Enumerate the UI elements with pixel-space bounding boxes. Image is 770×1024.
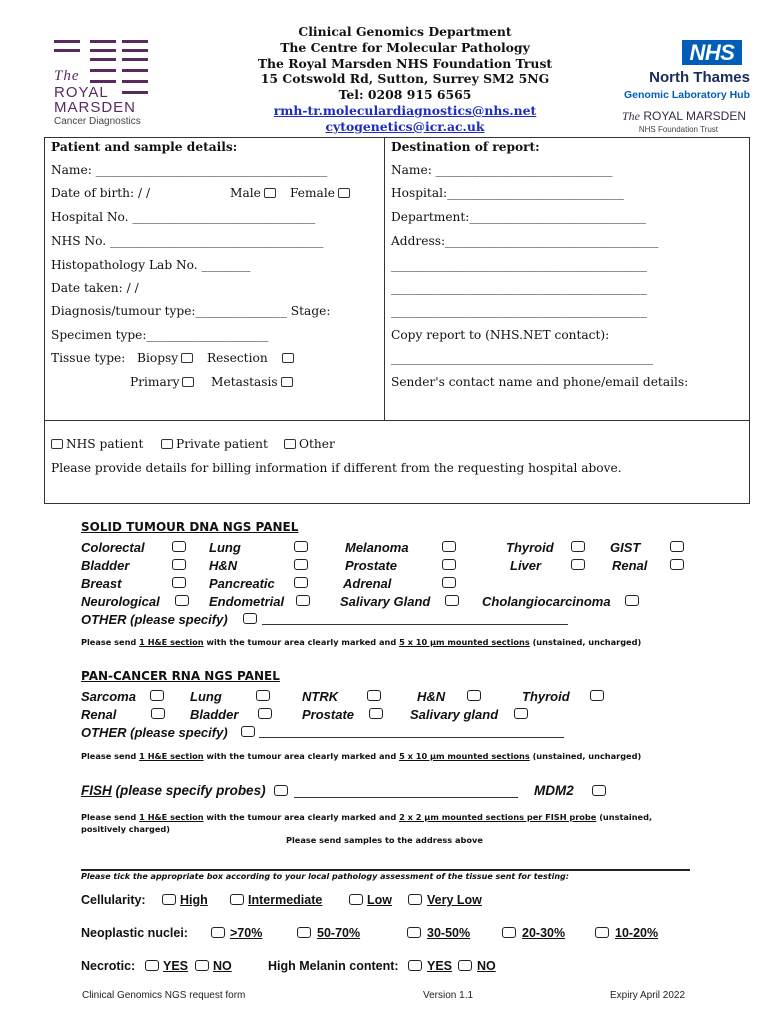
- rna-hn-checkbox[interactable]: [467, 690, 481, 701]
- female-label: Female: [290, 186, 335, 200]
- fish-sample-note: [81, 812, 652, 822]
- fish-label: [81, 783, 266, 798]
- fish-rest: (please specify probes): [111, 783, 266, 798]
- melanin-no-checkbox[interactable]: [458, 960, 472, 971]
- prostate-checkbox[interactable]: [442, 559, 456, 570]
- neo-30-50-label: 30-50%: [427, 926, 471, 940]
- dest-name-field[interactable]: Name: _____________________________: [391, 163, 613, 177]
- rna-item: Lung: [190, 689, 222, 704]
- email-link-nhs[interactable]: rmh-tr.moleculardiagnostics@nhs.net: [273, 102, 537, 118]
- rna-other-input[interactable]: [259, 737, 564, 738]
- private-patient-label: Private patient: [176, 437, 268, 451]
- male-label: Male: [230, 186, 261, 200]
- histo-lab-field[interactable]: Histopathology Lab No. ________: [51, 258, 251, 272]
- destination-heading: Destination of report:: [391, 140, 540, 154]
- rna-item: Bladder: [190, 707, 239, 722]
- cellularity-verylow-label: Very Low: [427, 893, 482, 907]
- logo-bar: [90, 49, 116, 52]
- patient-heading: Patient and sample details:: [51, 140, 238, 154]
- note-text: (unstained,: [596, 812, 653, 822]
- lung-checkbox[interactable]: [294, 541, 308, 552]
- melanoma-checkbox[interactable]: [442, 541, 456, 552]
- dob-field[interactable]: Date of birth: / /: [51, 186, 151, 200]
- pancreatic-checkbox[interactable]: [294, 577, 308, 588]
- dept-name: Clinical Genomics Department: [298, 24, 512, 39]
- neo-70-label: >70%: [230, 926, 263, 940]
- note-sections: 2 x 2 µm mounted sections per FISH probe: [399, 812, 597, 822]
- solid-item: H&N: [209, 558, 238, 573]
- logo-bar: [54, 49, 80, 52]
- note-text: with the tumour area clearly marked and: [203, 751, 400, 761]
- private-patient-option[interactable]: [161, 437, 268, 451]
- cellularity-option: [248, 893, 322, 907]
- sarcoma-checkbox[interactable]: [150, 690, 164, 701]
- salivary-gland-checkbox[interactable]: [445, 595, 459, 606]
- rna-renal-checkbox[interactable]: [151, 708, 165, 719]
- colorectal-checkbox[interactable]: [172, 541, 186, 552]
- rna-item: Sarcoma: [81, 689, 136, 704]
- dest-address-field[interactable]: Address:___________________________________: [391, 234, 659, 248]
- solid-item: GIST: [610, 540, 641, 555]
- solid-item: Endometrial: [209, 594, 285, 609]
- footer-version: Version 1.1: [423, 990, 474, 1001]
- melanin-no-label: NO: [477, 959, 496, 973]
- note-sections: 5 x 10 µm mounted sections: [399, 637, 530, 647]
- trust-name: The Royal Marsden NHS Foundation Trust: [257, 55, 553, 71]
- logo-royal: ROYAL: [54, 84, 109, 101]
- solid-item: Melanoma: [345, 540, 409, 555]
- biopsy-option[interactable]: [137, 351, 196, 365]
- biopsy-checkbox[interactable]: [181, 353, 193, 363]
- note-he: 1 H&E section: [139, 637, 204, 647]
- neo-50-70-label: 50-70%: [317, 926, 361, 940]
- royal-marsden-logo: [54, 40, 150, 130]
- solid-item: Lung: [209, 540, 241, 555]
- note-sections: 5 x 10 µm mounted sections: [399, 751, 530, 761]
- fish-word: FISH: [81, 783, 112, 798]
- fish-note-line2: positively charged): [81, 824, 171, 834]
- metastasis-checkbox[interactable]: [281, 377, 293, 387]
- assessment-instruction: Please tick the appropriate box according to your local pathology assessment of the tissue sent for testing:: [81, 872, 569, 881]
- nhs-logo: NHS: [682, 40, 742, 65]
- neo-option: [317, 926, 360, 940]
- other-payer-label: Other: [299, 437, 335, 451]
- hn-checkbox[interactable]: [294, 559, 308, 570]
- solid-sample-note: [81, 637, 641, 647]
- logo-bar: [90, 40, 116, 43]
- melanin-yes-checkbox[interactable]: [408, 960, 422, 971]
- north-thames-title: North Thames: [649, 69, 750, 86]
- note-text: with the tumour area clearly marked and: [203, 812, 400, 822]
- neurological-checkbox[interactable]: [175, 595, 189, 606]
- note-text: with the tumour area clearly marked and: [203, 637, 400, 647]
- dest-address-line[interactable]: __________________________________________: [391, 281, 647, 295]
- neo-option: [615, 926, 658, 940]
- adrenal-checkbox[interactable]: [442, 577, 456, 588]
- necrotic-yes-label: YES: [163, 959, 189, 973]
- necrotic-no-label: NO: [213, 959, 232, 973]
- cellularity-option: [180, 893, 208, 907]
- rna-other-label: OTHER (please specify): [81, 725, 228, 740]
- street-address: 15 Cotswold Rd, Sutton, Surrey SM2 5NG: [260, 71, 550, 87]
- dest-address-line[interactable]: __________________________________________: [391, 304, 647, 318]
- cellularity-intermediate-label: Intermediate: [248, 893, 323, 907]
- fish-checkbox[interactable]: [274, 785, 288, 796]
- metastasis-label: Metastasis: [211, 375, 278, 389]
- private-patient-checkbox[interactable]: [161, 439, 173, 449]
- solid-item: Adrenal: [343, 576, 392, 591]
- rna-prostate-checkbox[interactable]: [369, 708, 383, 719]
- rna-item: H&N: [417, 689, 446, 704]
- rna-item: NTRK: [302, 689, 339, 704]
- cellularity-low-label: Low: [367, 893, 392, 907]
- rm2-name: ROYAL MARSDEN: [643, 109, 746, 123]
- melanin-yes-label: YES: [427, 959, 453, 973]
- melanin-label: High Melanin content:: [268, 959, 399, 973]
- cellularity-high-checkbox[interactable]: [162, 894, 176, 905]
- nhs-patient-checkbox[interactable]: [51, 439, 63, 449]
- solid-item: Cholangiocarcinoma: [482, 594, 611, 609]
- resection-label: Resection: [207, 351, 268, 365]
- date-taken-field[interactable]: Date taken: / /: [51, 281, 139, 295]
- necrotic-option: [163, 959, 188, 973]
- biopsy-label: Biopsy: [137, 351, 179, 365]
- nhs-patient-label: NHS patient: [66, 437, 144, 451]
- telephone: Tel: 0208 915 6565: [338, 87, 472, 103]
- solid-item: Neurological: [81, 594, 160, 609]
- liver-checkbox[interactable]: [571, 559, 585, 570]
- cholangiocarcinoma-checkbox[interactable]: [625, 595, 639, 606]
- logo-bar: [90, 80, 116, 83]
- rna-item: Salivary gland: [410, 707, 499, 722]
- note-text: (unstained, uncharged): [529, 637, 642, 647]
- copy-report-label: Copy report to (NHS.NET contact):: [391, 328, 610, 342]
- resection-checkbox[interactable]: [282, 353, 294, 363]
- renal-checkbox[interactable]: [670, 559, 684, 570]
- melanin-option: [427, 959, 452, 973]
- necrotic-label: Necrotic:: [81, 959, 136, 973]
- female-option[interactable]: [290, 186, 353, 200]
- send-samples-note: Please send samples to the address above: [286, 835, 483, 845]
- logo-marsden: MARSDEN: [54, 99, 137, 116]
- ntrk-checkbox[interactable]: [367, 690, 381, 701]
- note-text: Please send: [81, 812, 140, 822]
- specimen-field[interactable]: Specimen type:____________________: [51, 328, 269, 342]
- cellularity-intermediate-checkbox[interactable]: [230, 894, 244, 905]
- column-divider: [384, 137, 385, 421]
- necrotic-yes-checkbox[interactable]: [145, 960, 159, 971]
- logo-bar: [122, 80, 148, 83]
- female-checkbox[interactable]: [338, 188, 350, 198]
- billing-details-text: Please provide details for billing information if different from the requesting hospital above.: [51, 461, 622, 475]
- rna-item: Thyroid: [522, 689, 570, 704]
- resection-option[interactable]: [207, 351, 297, 365]
- male-option[interactable]: [230, 186, 279, 200]
- neoplastic-label: Neoplastic nuclei:: [81, 926, 188, 940]
- melanin-option: [477, 959, 496, 973]
- cellularity-verylow-checkbox[interactable]: [408, 894, 422, 905]
- neo-10-20-checkbox[interactable]: [595, 927, 609, 938]
- logo-bar: [122, 91, 148, 94]
- solid-item: Prostate: [345, 558, 398, 573]
- hospital-no-field[interactable]: Hospital No. ______________________________: [51, 210, 316, 224]
- solid-other-checkbox[interactable]: [243, 613, 257, 624]
- neo-option: [522, 926, 565, 940]
- email-link-icr[interactable]: cytogenetics@icr.ac.uk: [325, 118, 485, 134]
- rna-sample-note: [81, 751, 641, 761]
- solid-other-label: OTHER (please specify): [81, 612, 228, 627]
- neo-50-70-checkbox[interactable]: [297, 927, 311, 938]
- neo-20-30-checkbox[interactable]: [502, 927, 516, 938]
- copy-report-field[interactable]: ___________________________________________: [391, 351, 654, 365]
- note-he: 1 H&E section: [139, 812, 204, 822]
- rna-item: Prostate: [302, 707, 355, 722]
- centre-name: The Centre for Molecular Pathology: [280, 39, 530, 55]
- nhs-no-field[interactable]: NHS No. ___________________________________: [51, 234, 324, 248]
- solid-item: Thyroid: [506, 540, 554, 555]
- primary-option[interactable]: [130, 375, 197, 389]
- logo-bar: [122, 58, 148, 61]
- solid-item: Liver: [510, 558, 542, 573]
- thyroid-checkbox[interactable]: [571, 541, 585, 552]
- breast-checkbox[interactable]: [172, 577, 186, 588]
- neo-20-30-label: 20-30%: [522, 926, 566, 940]
- cellularity-option: [427, 893, 482, 907]
- rna-salivary-checkbox[interactable]: [514, 708, 528, 719]
- metastasis-option[interactable]: [211, 375, 296, 389]
- rna-item: Renal: [81, 707, 117, 722]
- primary-checkbox[interactable]: [182, 377, 194, 387]
- genomic-hub-subtitle: Genomic Laboratory Hub: [623, 89, 750, 101]
- nhs-patient-option[interactable]: [51, 437, 143, 451]
- neo-10-20-label: 10-20%: [615, 926, 659, 940]
- tissue-type-label: Tissue type:: [51, 351, 126, 365]
- note-text: (unstained, uncharged): [529, 751, 642, 761]
- logo-subtitle: Cancer Diagnostics: [54, 116, 141, 127]
- rna-thyroid-checkbox[interactable]: [590, 690, 604, 701]
- rna-lung-checkbox[interactable]: [256, 690, 270, 701]
- logo-bar: [90, 58, 116, 61]
- rm2-the: The: [621, 109, 640, 123]
- note-he: 1 H&E section: [139, 751, 204, 761]
- other-payer-option[interactable]: [284, 437, 335, 451]
- neo-option: [230, 926, 262, 940]
- gist-checkbox[interactable]: [670, 541, 684, 552]
- row-divider: [44, 420, 750, 421]
- mdm2-label: MDM2: [534, 783, 574, 798]
- fish-probes-input[interactable]: [294, 797, 518, 798]
- solid-item: Salivary Gland: [340, 594, 431, 609]
- logo-bar: [90, 69, 116, 72]
- mdm2-checkbox[interactable]: [592, 785, 606, 796]
- logo-bar: [122, 40, 148, 43]
- solid-other-input[interactable]: [262, 624, 568, 625]
- rna-panel-heading: PAN-CANCER RNA NGS PANEL: [81, 669, 280, 683]
- neo-30-50-checkbox[interactable]: [407, 927, 421, 938]
- neo-70-checkbox[interactable]: [211, 927, 225, 938]
- note-text: Please send: [81, 751, 140, 761]
- logo-bar: [122, 69, 148, 72]
- solid-item: Pancreatic: [209, 576, 275, 591]
- note-text: Please send: [81, 637, 140, 647]
- rm2-subtitle: NHS Foundation Trust: [638, 125, 718, 134]
- sender-details-label: Sender's contact name and phone/email details:: [391, 375, 689, 389]
- cellularity-high-label: High: [180, 893, 208, 907]
- solid-item: Colorectal: [81, 540, 145, 555]
- footer-form-name: Clinical Genomics NGS request form: [82, 990, 246, 1001]
- male-checkbox[interactable]: [264, 188, 276, 198]
- rna-bladder-checkbox[interactable]: [258, 708, 272, 719]
- solid-item: Breast: [81, 576, 122, 591]
- primary-label: Primary: [130, 375, 180, 389]
- cellularity-label: Cellularity:: [81, 893, 146, 907]
- neo-option: [427, 926, 470, 940]
- other-payer-checkbox[interactable]: [284, 439, 296, 449]
- patient-name-field[interactable]: Name: ______________________________________: [51, 163, 328, 177]
- logo-bar: [122, 49, 148, 52]
- logo-the: The: [54, 68, 80, 84]
- cellularity-low-checkbox[interactable]: [349, 894, 363, 905]
- lab-address-block: [220, 24, 590, 135]
- endometrial-checkbox[interactable]: [296, 595, 310, 606]
- footer-expiry: Expiry April 2022: [610, 990, 686, 1001]
- solid-panel-heading: SOLID TUMOUR DNA NGS PANEL: [81, 520, 299, 534]
- dest-department-field[interactable]: Department:_____________________________: [391, 210, 647, 224]
- logo-bar: [54, 40, 80, 43]
- diagnosis-field[interactable]: Diagnosis/tumour type:_______________ Stage:: [51, 304, 331, 318]
- dest-address-line[interactable]: __________________________________________: [391, 258, 647, 272]
- dest-hospital-field[interactable]: Hospital:_____________________________: [391, 186, 624, 200]
- solid-item: Bladder: [81, 558, 130, 573]
- assessment-divider: [81, 869, 690, 871]
- cellularity-option: [367, 893, 392, 907]
- royal-marsden-wordmark: [600, 109, 746, 124]
- necrotic-option: [213, 959, 232, 973]
- necrotic-no-checkbox[interactable]: [195, 960, 209, 971]
- bladder-checkbox[interactable]: [172, 559, 186, 570]
- rna-other-checkbox[interactable]: [241, 726, 255, 737]
- solid-item: Renal: [612, 558, 648, 573]
